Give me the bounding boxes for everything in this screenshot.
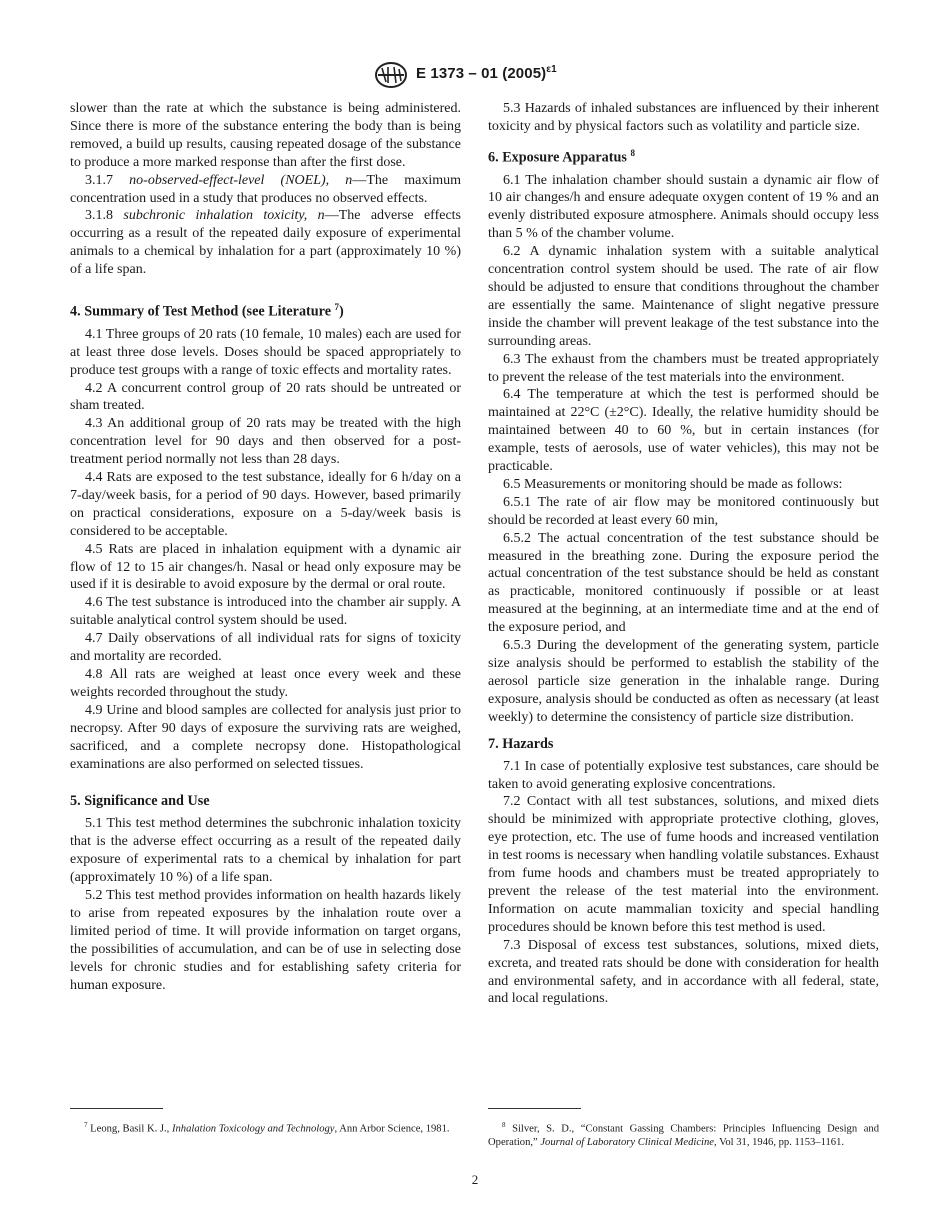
paragraph-5-1: 5.1 This test method determines the subchronic inhalation toxicity that is the adverse effect occurring as a result of the repeated daily exposure of experimental rats to a chemical by inhalation for part (approximately 10 %) of a life span. <box>70 816 461 886</box>
paragraph-7-2: 7.2 Contact with all test substances, solutions, and mixed diets should be minimized with appropriate protective clothing, gloves, eye protection, etc. The use of fume hoods and increased ventilation in test rooms is necessary when handling volatile substances. Exhaust from fume hoods and chambers must be treated appropriately to prevent the release of the test material into the environment. Information on acute mammalian toxicity and special handling procedures should be known before this test method is used. <box>488 794 879 935</box>
page-header <box>0 62 950 88</box>
paragraph-4-4: 4.4 Rats are exposed to the test substance, ideally for 6 h/day on a 7-day/week basis, for a period of 90 days. However, based primarily on practical considerations, exposure on a 5-day/week basis is considered to be acceptable. <box>70 470 461 539</box>
document-designation: E 1373 – 01 $(2005)^{\varepsilon 1}$ <box>416 64 557 82</box>
page-number: 2 <box>471 1172 479 1187</box>
footnote-8: $^8$ Silver, S. D., “Constant Gassing Chambers: Principles Influencing Design and Operation,” Journal of Laboratory Clinical Medicine, Vol 31, 1946, pp. 1153–1161. <box>488 1121 879 1149</box>
paragraph-6-5-1: 6.5.1 The rate of air flow may be monitored continuously but should be recorded at least every 60 min, <box>488 494 879 528</box>
definition-3-1-8: 3.1.8 subchronic inhalation toxicity, n—The adverse effects occurring as a result of the repeated daily exposure of experimental animals to a chemical by inhalation for a part (approximately 10 %) of a life span. <box>70 208 462 278</box>
left-column <box>70 100 461 995</box>
paragraph-5-3: 5.3 Hazards of inhaled substances are influenced by their inherent toxicity and by physical factors such as volatility and particle size. <box>488 101 879 134</box>
paragraph-6-2: 6.2 A dynamic inhalation system with a suitable analytical concentration control system should be used. The rate of air flow should be adjusted to ensure that conditions throughout the chamber are essentially the same. Maintenance of slight negative pressure inside the chamber will prevent leakage of the test substance into the surrounding areas. <box>488 244 879 349</box>
footnote-rule-right <box>488 1108 581 1109</box>
section-7-heading: 7. Hazards <box>488 735 554 752</box>
paragraph-6-3: 6.3 The exhaust from the chambers must be treated appropriately to prevent the release of the test materials into the environment. <box>488 351 879 385</box>
right-column <box>488 100 879 1008</box>
footnote-ref-8: 8 <box>630 147 635 158</box>
paragraph-4-5: 4.5 Rats are placed in inhalation equipment with a dynamic air flow of 12 to 15 air changes/h. Nasal or head only exposure may be used if it is desirable to avoid exposure by the dermal or oral route. <box>70 541 461 593</box>
section-4-heading: 4. Summary of Test Method (see Literature $^7$) <box>70 302 344 320</box>
paragraph-6-4: 6.4 The temperature at which the test is performed should be maintained at 22°C (±2°C). Ideally, the relative humidity should be maintained between 40 to 60 %, but in certain instances (for example, tests of aerosols, use of water vehicles), this may not be practicable. <box>488 387 879 475</box>
epsilon-superscript: ε1 <box>546 64 557 75</box>
paragraph-4-6: 4.6 The test substance is introduced into the chamber air supply. A suitable analytical control system should be used. <box>70 595 461 629</box>
footnote-7: $^7$ Leong, Basil K. J., Inhalation Toxicology and Technology, Ann Arbor Science, 1981. <box>84 1121 450 1135</box>
paragraph-6-5-3: 6.5.3 During the development of the generating system, particle size analysis should be performed to establish the stability of the aerosol particle size generation in the inhalable range. During exposure, analysis should be conducted as often as necessary (at least weekly) to determine the consistency of particle size distribution. <box>488 638 879 725</box>
paragraph-7-3: 7.3 Disposal of excess test substances, solutions, mixed diets, excreta, and treated rats should be done with consideration for health and environmental safety, and in accordance with all federal, state, and local regulations. <box>488 937 879 1007</box>
paragraph-4-2: 4.2 A concurrent control group of 20 rats should be untreated or sham treated. <box>70 380 461 414</box>
paragraph-6-1: 6.1 The inhalation chamber should sustain a dynamic air flow of 10 air changes/h and ensure adequate oxygen content of 19 % and an evenly distributed exposure atmosphere. Animals should occupy less than 5 % of the chamber volume. <box>488 172 879 242</box>
paragraph-6-5-2: 6.5.2 The actual concentration of the test substance should be measured in the breathing zone. During the exposure period the actual concentration of the test substance should be held as constant as practicable, monitored continuously if possible or at least measured at the beginning, at an intermediate time and at the end of the exposure period, and <box>488 530 879 636</box>
continued-paragraph: slower than the rate at which the substance is being administered. Since there is more of the substance entering the body than is being removed, a build up results, causing repeated dosage of the substance to produce a more marked response than after the first dose. <box>70 101 461 170</box>
section-5-heading: 5. Significance and Use <box>70 793 210 810</box>
astm-logo-icon <box>374 62 408 88</box>
footnote-rule-left <box>70 1108 163 1109</box>
paragraph-4-8: 4.8 All rats are weighed at least once every week and these weights recorded throughout the study. <box>70 667 461 700</box>
paragraph-4-1: 4.1 Three groups of 20 rats (10 female, 10 males) each are used for at least three dose levels. Doses should be spaced appropriately to produce test groups with a range of toxic effects and mortality rates. <box>70 326 461 378</box>
paragraph-4-3: 4.3 An additional group of 20 rats may be treated with the high concentration level for 90 days and then observed for a post-treatment period normally not less than 28 days. <box>70 416 461 468</box>
paragraph-4-7: 4.7 Daily observations of all individual rats for signs of toxicity and mortality are recorded. <box>70 631 461 665</box>
section-6-heading: 6. Exposure Apparatus $^8$ <box>488 147 635 166</box>
definition-3-1-7: 3.1.7 no-observed-effect-level (NOEL), n—The maximum concentration used in a study that produces no observed effects. <box>70 172 461 206</box>
paragraph-6-5: 6.5 Measurements or monitoring should be made as follows: <box>503 476 843 492</box>
paragraph-7-1: 7.1 In case of potentially explosive test substances, care should be taken to avoid generating explosive concentrations. <box>488 758 879 792</box>
paragraph-5-2: 5.2 This test method provides information on health hazards likely to arise from repeated exposures by the inhalation route over a limited period of time. It will provide information on target organs, the possibilities of accumulation, and can be of use in selecting dose levels for chronic studies and for establishing safety criteria for human exposure. <box>70 888 461 993</box>
footnote-ref-7: 7 <box>334 302 340 313</box>
paragraph-4-9: 4.9 Urine and blood samples are collected for analysis just prior to necropsy. After 90 days of exposure the surviving rats are weighed, sacrificed, and a complete necropsy done. Histopathological examinations are also performed on selected tissues. <box>70 702 461 772</box>
